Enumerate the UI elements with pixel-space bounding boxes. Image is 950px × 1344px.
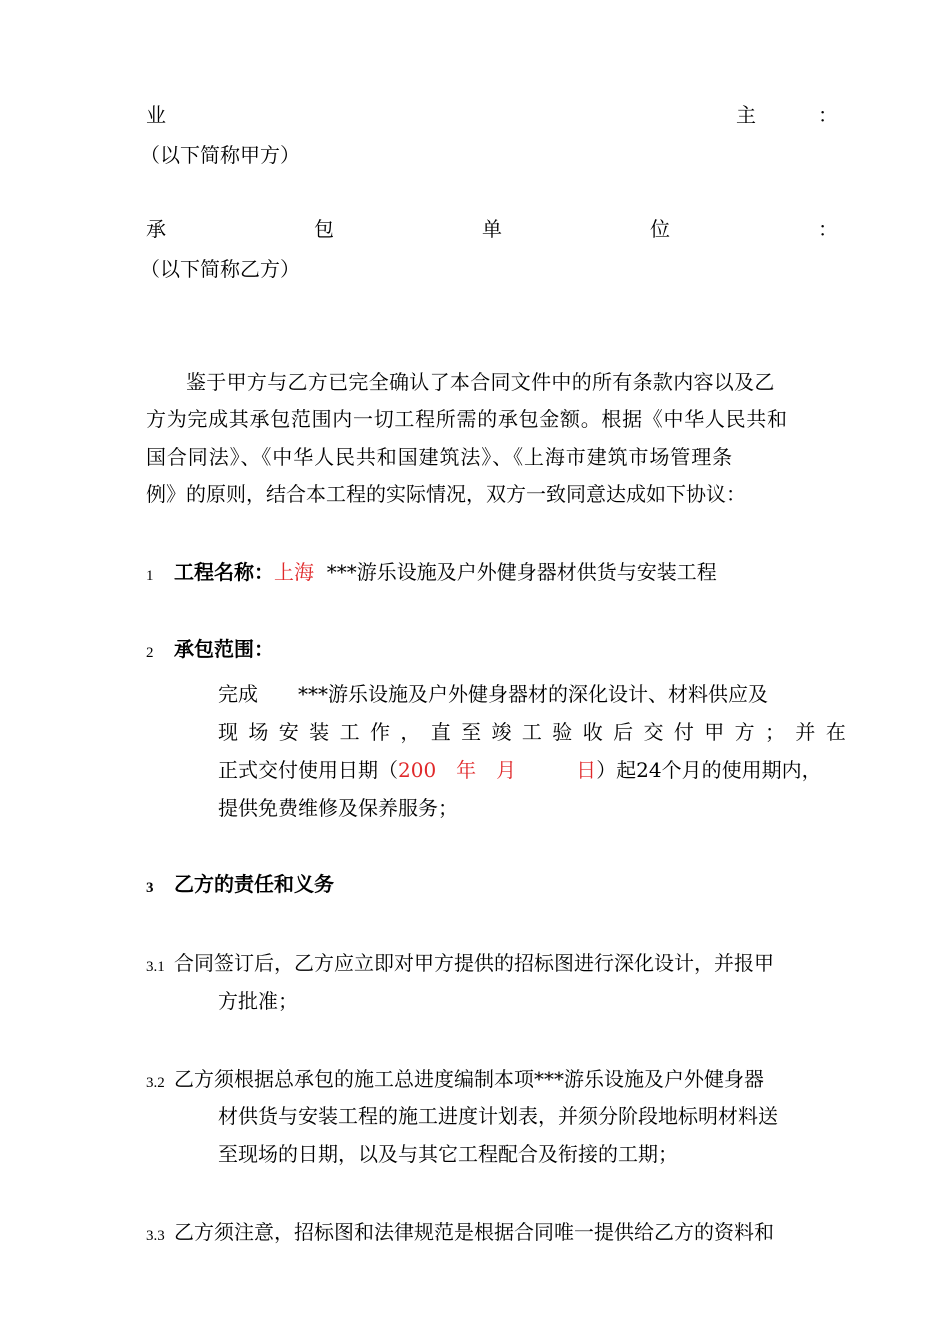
section-2-number: 2 [146,645,154,661]
section-1-title [174,560,717,584]
preamble-line-4: 例》的原则，结合本工程的实际情况，双方一致同意达成如下协议： [146,482,746,506]
delivery-date: 200 年 月 日 [398,758,597,782]
clause-3-3-number: 3.3 [146,1228,165,1244]
clause-3-3-line-1: 乙方须注意，招标图和法律规范是根据合同唯一提供给乙方的资料和 [174,1220,774,1244]
clause-3-1-line-2: 方批准； [218,989,298,1013]
section-3-title: 乙方的责任和义务 [174,872,334,896]
preamble-line-3: 国合同法》、《中华人民共和国建筑法》、《上海市建筑市场管理条 [146,445,733,469]
clause-3-2-line-3: 至现场的日期，以及与其它工程配合及衔接的工期； [218,1142,678,1166]
section-2-line-3: 正式交付使用日期（200 年 月 日）起24个月的使用期内， [218,758,822,782]
clause-3-1-line-1: 合同签订后，乙方应立即对甲方提供的招标图进行深化设计，并报甲 [174,951,774,975]
section-1-highlight: 上海 [274,560,314,584]
section-2-line-2: 现 场 安 装 工 作 ， 直 至 竣 工 验 收 后 交 付 甲 方 ； 并 在 [218,720,846,744]
section-2-line-1: 完成 ***游乐设施及户外健身器材的深化设计、材料供应及 [218,682,768,706]
section-1-label: 工程名称： [174,560,274,584]
section-2-line-4: 提供免费维修及保养服务； [218,796,458,820]
preamble-line-2: 方为完成其承包范围内一切工程所需的承包金额。根据《中华人民共和 [146,407,788,431]
party-b-note: （以下简称乙方） [140,257,300,281]
party-b-label: 承 包 单 位 ： [146,217,838,241]
clause-3-2-line-2: 材供货与安装工程的施工进度计划表，并须分阶段地标明材料送 [218,1104,778,1128]
section-2-label: 承包范围： [174,637,274,661]
section-1-spacer [314,560,327,584]
party-a-note: （以下简称甲方） [140,143,300,167]
clause-3-2-number: 3.2 [146,1075,165,1091]
section-3-number: 3 [146,880,154,896]
party-a-label: 业 主 ： [146,103,838,127]
section-1-number: 1 [146,568,154,584]
clause-3-1-number: 3.1 [146,959,165,975]
section-1-text: ***游乐设施及户外健身器材供货与安装工程 [326,560,717,584]
preamble-line-1: 鉴于甲方与乙方已完全确认了本合同文件中的所有条款内容以及乙 [186,370,775,394]
clause-3-2-line-1: 乙方须根据总承包的施工总进度编制本项***游乐设施及户外健身器 [174,1067,764,1091]
